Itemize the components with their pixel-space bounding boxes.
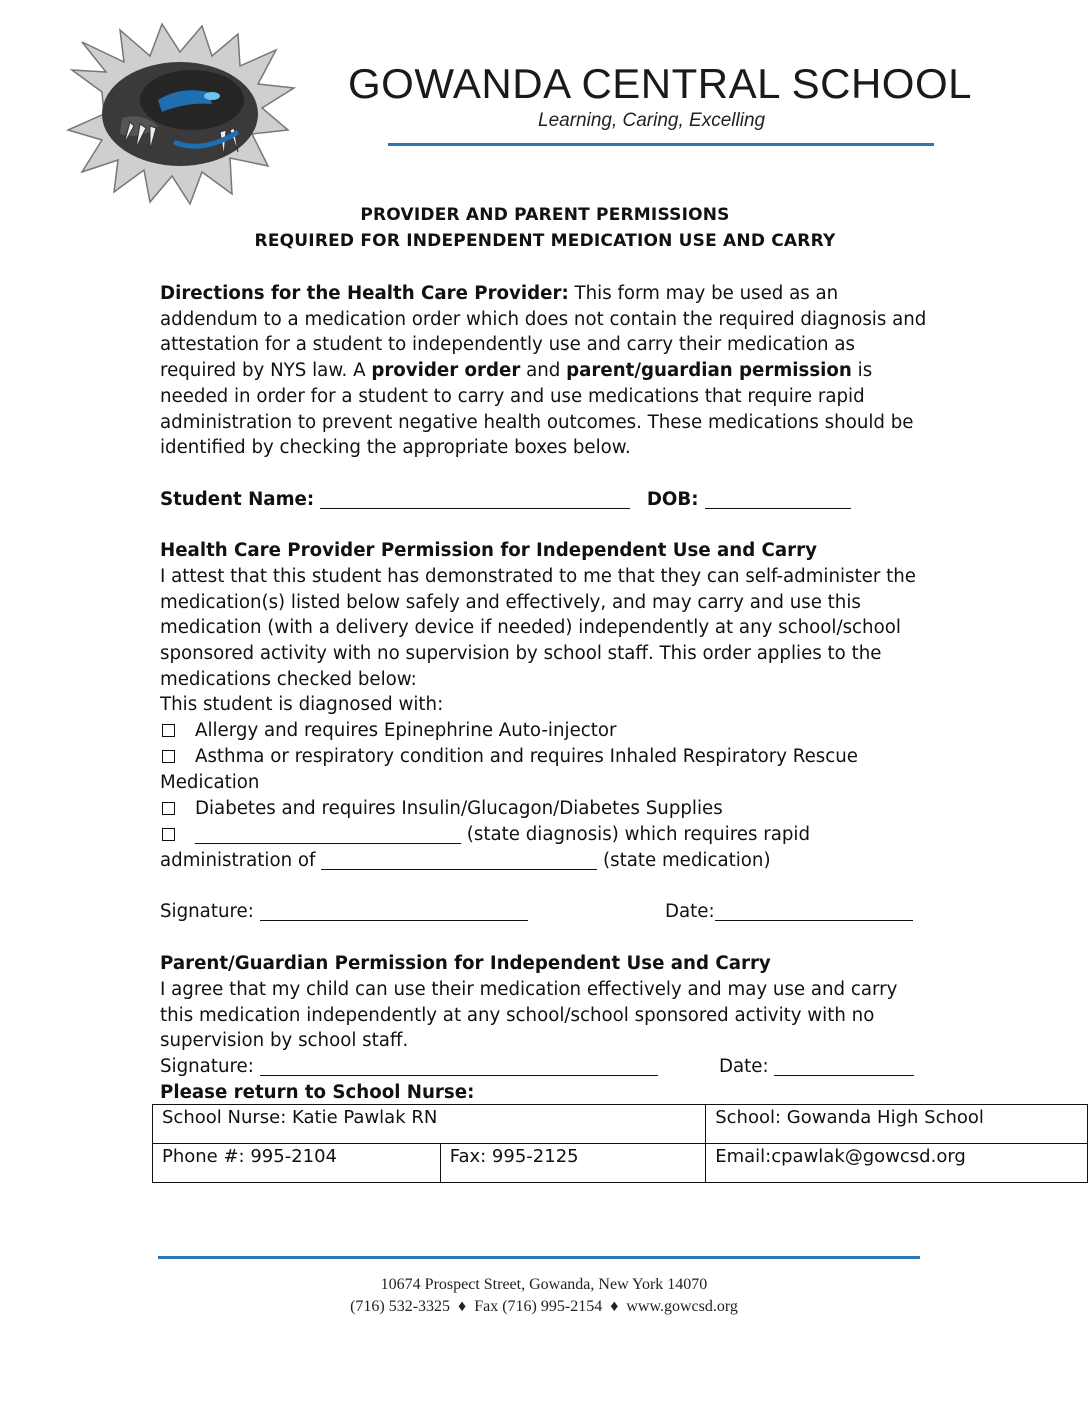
form-title-line-1: PROVIDER AND PARENT PERMISSIONS [360, 205, 730, 225]
nurse-name-cell: School Nurse: Katie Pawlak RN [153, 1105, 706, 1144]
school-cell: School: Gowanda High School [706, 1105, 1088, 1144]
provider-signature-label: Signature: [160, 901, 254, 922]
provider-signature-field[interactable] [260, 902, 528, 921]
footer-contact-row [0, 1298, 1088, 1316]
provider-date-row [665, 899, 913, 925]
checkbox-icon[interactable] [162, 802, 175, 815]
dob-field[interactable] [705, 490, 851, 509]
provider-signature-row [160, 899, 528, 925]
footer-divider [158, 1256, 920, 1259]
panther-mascot-logo [62, 22, 298, 206]
parent-date-label: Date: [719, 1056, 769, 1077]
other-medication-suffix: (state medication) [603, 850, 771, 871]
form-title-line-2: REQUIRED FOR INDEPENDENT MEDICATION USE AND CARRY [254, 231, 836, 251]
provider-date-label: Date: [665, 901, 715, 922]
option-diabetes-label: Diabetes and requires Insulin/Glucagon/Diabetes Supplies [195, 798, 723, 819]
parent-heading: Parent/Guardian Permission for Independent Use and Carry [160, 953, 771, 974]
school-name: GOWANDA CENTRAL SCHOOL [348, 60, 972, 107]
directions-text-1: This form may be used as an addendum to a medication order which does not contain the required diagnosis and attestation for a student to independently use and carry their medication as required by NYS law. A [160, 283, 927, 382]
option-asthma-label: Asthma or respiratory condition and requires Inhaled Respiratory Rescue [195, 746, 858, 767]
student-name-label: Student Name: [160, 489, 315, 510]
table-row [153, 1105, 1088, 1144]
parent-signature-row [160, 1054, 658, 1080]
header-divider [388, 143, 934, 146]
table-row [153, 1144, 1088, 1183]
footer-phone: (716) 532-3325 [350, 1298, 451, 1315]
parent-date-row [719, 1054, 914, 1080]
other-administration-row [160, 848, 771, 874]
student-name-field[interactable] [320, 490, 630, 509]
other-diagnosis-suffix: (state diagnosis) which requires rapid [466, 824, 811, 845]
directions-paragraph [160, 281, 930, 461]
footer-fax: Fax (716) 995-2154 [474, 1298, 603, 1315]
footer-website[interactable]: www.gowcsd.org [626, 1298, 738, 1315]
checkbox-icon[interactable] [162, 724, 175, 737]
directions-text-3: is needed in order for a student to carry and use medications that require rapid administration to prevent negative health outcomes. These medications should be identified by checking the appropriate boxes below. [160, 360, 914, 459]
option-other[interactable] [160, 822, 810, 848]
provider-date-field[interactable] [715, 902, 913, 921]
student-info-row [160, 487, 851, 513]
phone-cell: Phone #: 995-2104 [153, 1144, 441, 1183]
footer-address: 10674 Prospect Street, Gowanda, New York 14070 [380, 1276, 708, 1293]
dob-label: DOB: [646, 489, 699, 510]
diamond-separator-icon: ♦ [610, 1298, 619, 1315]
nurse-contact-table [152, 1104, 1088, 1183]
directions-bold-parent-permission: parent/guardian permission [566, 360, 852, 382]
option-allergy-label: Allergy and requires Epinephrine Auto-injector [195, 720, 617, 741]
diamond-separator-icon: ♦ [458, 1298, 467, 1315]
other-admin-prefix: administration of [160, 850, 316, 871]
provider-attestation: I attest that this student has demonstrated to me that they can self-administer the medication(s) listed below safely and effectively, and may carry and use this medication (with a delivery device if needed) independently at any school/school sponsored activity with no supervision by school staff. This order applies to the medications checked below: [160, 566, 916, 690]
school-tagline: Learning, Caring, Excelling [538, 110, 766, 131]
directions-text-2: and [520, 360, 567, 382]
option-asthma[interactable] [160, 744, 858, 770]
other-medication-field[interactable] [321, 851, 597, 870]
fax-cell: Fax: 995-2125 [440, 1144, 705, 1183]
other-diagnosis-field[interactable] [195, 825, 461, 844]
parent-signature-label: Signature: [160, 1056, 254, 1077]
option-allergy[interactable] [160, 718, 617, 744]
option-diabetes[interactable] [160, 796, 723, 822]
parent-date-field[interactable] [774, 1057, 914, 1076]
directions-heading: Directions for the Health Care Provider: [160, 283, 569, 304]
email-cell: Email:cpawlak@gowcsd.org [706, 1144, 1088, 1183]
parent-signature-field[interactable] [260, 1057, 658, 1076]
directions-bold-provider-order: provider order [371, 360, 521, 382]
checkbox-icon[interactable] [162, 750, 175, 763]
checkbox-icon[interactable] [162, 828, 175, 841]
provider-heading: Health Care Provider Permission for Independent Use and Carry [160, 540, 817, 561]
option-asthma-continued: Medication [160, 772, 260, 793]
return-heading: Please return to School Nurse: [160, 1082, 475, 1103]
diagnosed-label: This student is diagnosed with: [160, 694, 444, 715]
parent-agreement: I agree that my child can use their medication effectively and may use and carry this medication independently at any school/school sponsored activity with no supervision by school staff. [160, 979, 898, 1052]
